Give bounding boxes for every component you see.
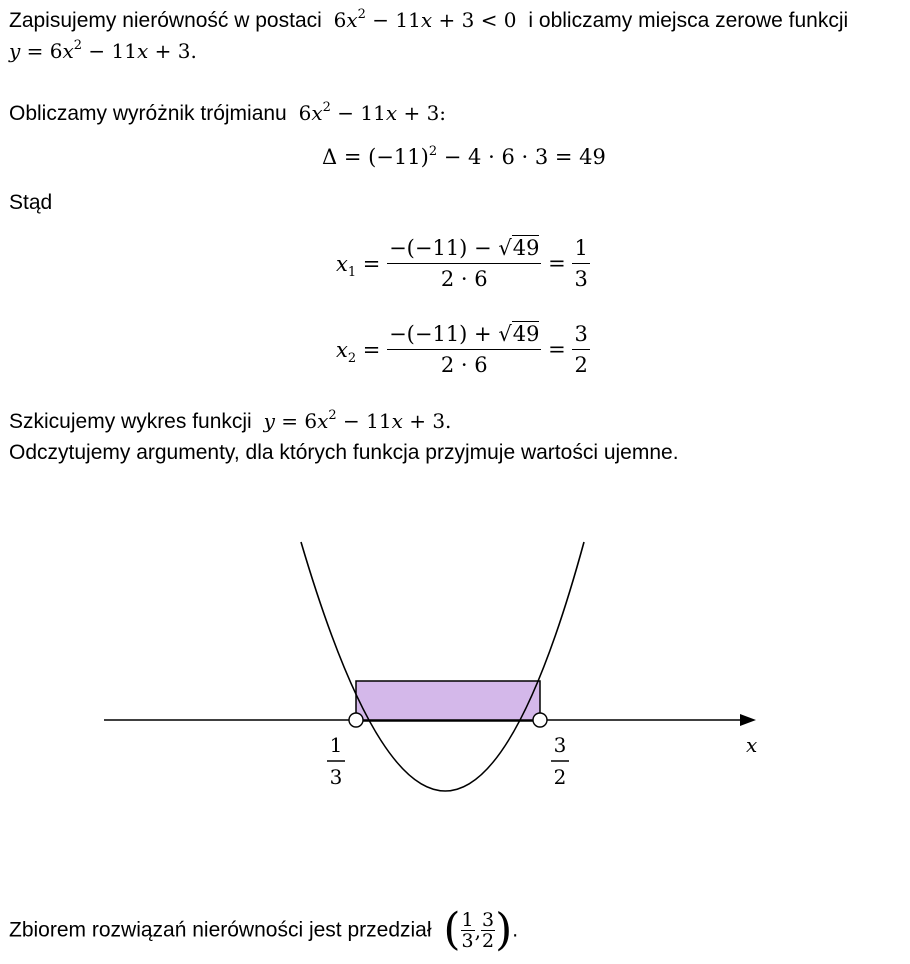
negative-region-fill — [356, 681, 540, 721]
parabola-curve — [301, 542, 584, 791]
read-line: Odczytujemy argumenty, dla których funkcja przyjmuje wartości ujemne. — [9, 441, 679, 464]
intro-inequality: $6x^2 - 11x + 3 < 0$ — [333, 7, 517, 32]
root-x2-formula: $x_2$ = $\frac{-(-11) + √49}{2 \cdot 6}$ = $\frac{3}{2}$ — [336, 319, 590, 380]
discriminant-text: Obliczamy wyróżnik trójmianu — [9, 102, 287, 125]
root-x1-fraction: $\frac{-(-11) - √49}{2 \cdot 6}$ — [387, 233, 541, 294]
interval-left: $\frac{1}{3}$ — [461, 908, 474, 952]
root1-label-num: 1 — [329, 733, 343, 757]
sketch-text: Szkicujemy wykres funkcji — [9, 410, 252, 433]
hence-label: Stąd — [9, 191, 53, 214]
intro-function: $y = 6x^2 - 11x + 3$. — [9, 38, 197, 63]
x-axis-label: x — [746, 733, 758, 757]
root-x1-result-den: 3 — [574, 267, 588, 291]
discriminant-expr: $6x^2 - 11x + 3$: — [298, 100, 447, 125]
intro-text-before: Zapisujemy nierówność w postaci — [9, 9, 322, 32]
root2-label-den: 2 — [553, 765, 567, 789]
discriminant-equation: $\Delta = (-11)^2 - 4 \cdot 6 \cdot 3 = 49$ — [322, 144, 606, 169]
root-x2-result-den: 2 — [574, 353, 588, 377]
interval-right: $\frac{3}{2}$ — [481, 908, 495, 952]
root-x1-formula: $x_1$ = $\frac{-(-11) - √49}{2 \cdot 6}$ = $\frac{1}{3}$ — [336, 233, 590, 294]
root-x2-result-num: 3 — [572, 319, 589, 350]
root2-label-num: 3 — [553, 733, 567, 757]
x-axis-arrow — [740, 714, 756, 726]
conclusion-line: Zbiorem rozwiązań nierówności jest przedział ( $\frac{1}{3}$ , $\frac{3}{2}$ ). — [9, 904, 519, 956]
intro-text-after: i obliczamy miejsca zerowe funkcji — [528, 9, 849, 32]
sketch-function: $y = 6x^2 - 11x + 3$. — [263, 408, 452, 433]
root1-label-den: 3 — [329, 765, 343, 789]
root2-open-point — [533, 713, 547, 727]
root-x1-result-num: 1 — [572, 233, 589, 264]
conclusion-text: Zbiorem rozwiązań nierówności jest przedział — [9, 918, 432, 942]
root-x2-fraction: $\frac{-(-11) + √49}{2 \cdot 6}$ — [387, 319, 541, 380]
root1-open-point — [349, 713, 363, 727]
